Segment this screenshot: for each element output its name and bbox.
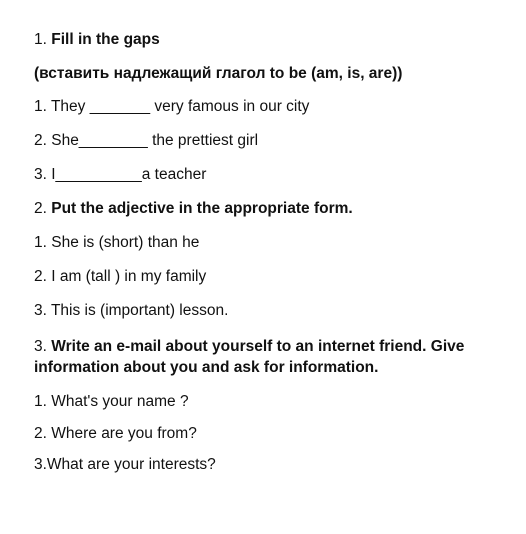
task3-item-3: 3.What are your interests?: [34, 456, 216, 473]
task2-item-3: 3. This is (important) lesson.: [34, 302, 229, 319]
task3-title: Write an e-mail about yourself to an internet friend. Give information about you and ask for information.: [34, 338, 465, 376]
task3-item-2: 2. Where are you from?: [34, 425, 197, 442]
task1-item-3: 3. I__________a teacher: [34, 166, 207, 183]
task1-instruction: (вставить надлежащий глагол to be (am, is, are)): [34, 65, 403, 82]
task2-title: Put the adjective in the appropriate form.: [51, 200, 353, 217]
task1-heading: [34, 30, 160, 50]
task3-item-1: 1. What's your name ?: [34, 393, 189, 410]
task1-item-1: 1. They _______ very famous in our city: [34, 98, 310, 115]
task2-item-2: 2. I am (tall ) in my family: [34, 268, 207, 285]
task2-number: 2.: [34, 200, 47, 217]
task1-title: Fill in the gaps: [51, 31, 160, 48]
task2-item-1: 1. She is (short) than he: [34, 234, 200, 251]
task2-heading: [34, 199, 353, 219]
task3-number: 3.: [34, 338, 47, 355]
task1-item-2: 2. She________ the prettiest girl: [34, 132, 259, 149]
task1-number: 1.: [34, 31, 47, 48]
task3-heading: [34, 336, 504, 378]
